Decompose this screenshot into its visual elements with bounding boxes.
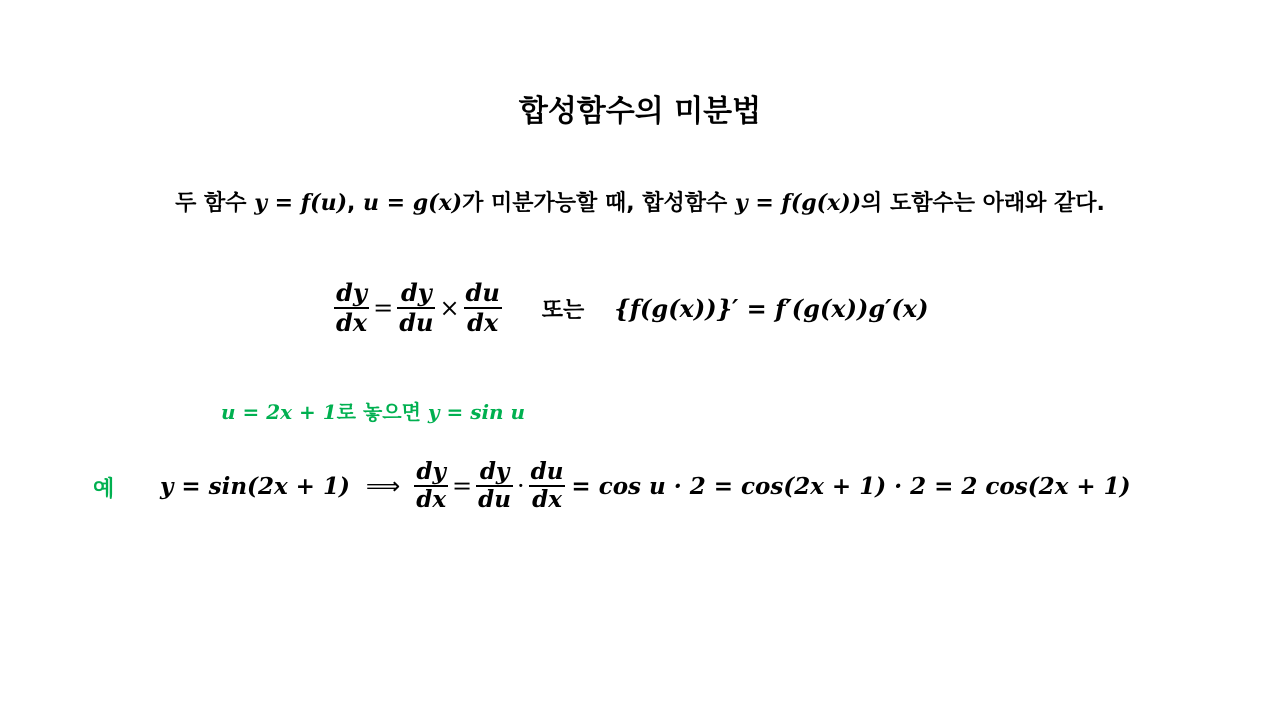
fraction-dy-du: [476, 459, 513, 514]
example-rhs: = cos u · 2 = cos(2x + 1) · 2 = 2 cos(2x + 1): [571, 472, 1131, 500]
hint-math-y: y = sin u: [427, 400, 526, 424]
equals-sign: =: [452, 472, 473, 500]
implies-arrow: ⟹: [365, 472, 401, 500]
fraction-du-dx: [529, 459, 566, 514]
denominator: dx: [416, 486, 447, 513]
example-label: 예: [93, 477, 115, 502]
statement-math-u-g-x: u = g(x): [363, 190, 463, 216]
numerator: du: [465, 278, 500, 308]
fraction-dy-dx: [414, 459, 448, 514]
numerator: dy: [334, 279, 369, 309]
statement-text: 의 도함수는 아래와 같다.: [861, 191, 1105, 216]
numerator: dy: [397, 279, 435, 309]
fraction-du-dx: [464, 279, 502, 336]
alternative-formula: {f(g(x))}′ = f′(g(x))g′(x): [614, 293, 929, 323]
theorem-statement: [0, 186, 1280, 217]
numerator: dy: [476, 459, 513, 487]
or-keyword: 또는: [541, 297, 585, 323]
hint-text: 로 놓으면: [336, 400, 428, 424]
denominator: du: [399, 308, 434, 337]
statement-text: 두 함수: [175, 191, 255, 216]
example-formula: [160, 448, 1131, 524]
denominator: dx: [467, 308, 499, 337]
slide-title: 합성함수의 미분법: [518, 94, 762, 129]
dot-operator: ·: [516, 472, 525, 500]
statement-text: ,: [347, 191, 364, 216]
numerator: du: [529, 459, 566, 487]
fraction-dy-du: [397, 279, 435, 336]
statement-math-composite: y = f(g(x)): [734, 190, 862, 216]
times-sign: ×: [439, 294, 460, 322]
chain-rule-formula: [334, 272, 928, 344]
fraction-dy-dx: [334, 279, 369, 336]
denominator: dx: [336, 308, 368, 337]
statement-text: 가 미분가능할 때, 합성함수: [462, 191, 735, 216]
numerator: dy: [414, 459, 448, 487]
denominator: dx: [532, 486, 562, 513]
statement-math-y-f-u: y = f(u): [254, 190, 347, 216]
substitution-hint: [221, 396, 525, 425]
equals-sign: =: [373, 294, 394, 322]
hint-math-u: u = 2x + 1: [221, 400, 337, 424]
example-lhs: y = sin(2x + 1): [160, 472, 350, 500]
denominator: du: [478, 486, 511, 513]
